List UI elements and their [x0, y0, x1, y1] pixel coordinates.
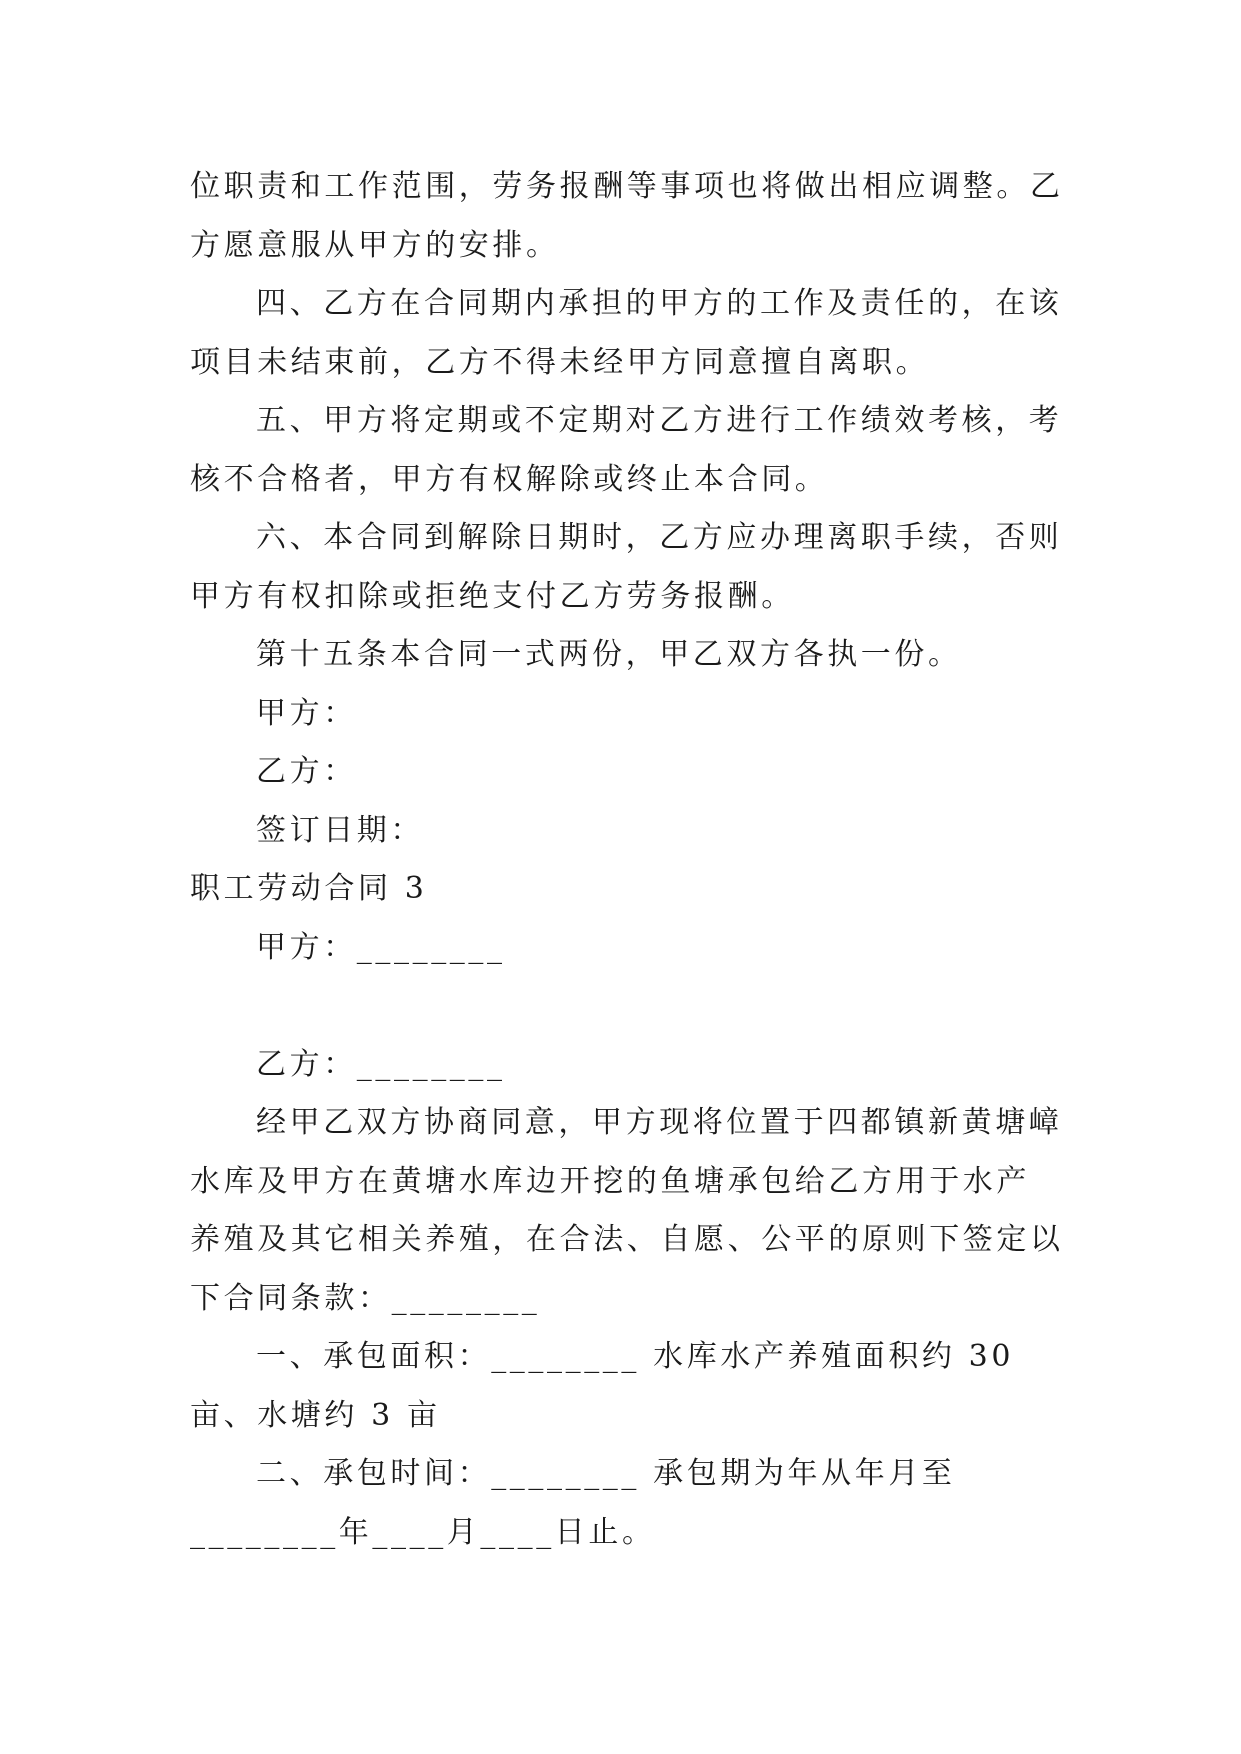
- paragraph-line: 项目未结束前，乙方不得未经甲方同意擅自离职。: [190, 344, 930, 380]
- paragraph-line: 水库及甲方在黄塘水库边开挖的鱼塘承包给乙方用于水产: [190, 1163, 1030, 1199]
- agreement-intro-line: 经甲乙双方协商同意，甲方现将位置于四都镇新黄塘嶂: [256, 1105, 1063, 1140]
- clause-five-line: 五、甲方将定期或不定期对乙方进行工作绩效考核，考: [256, 403, 1063, 438]
- paragraph-line: ________年____月____日止。: [190, 1514, 656, 1550]
- paragraph-line: 下合同条款：________: [190, 1280, 541, 1316]
- clause-four-line: 四、乙方在合同期内承担的甲方的工作及责任的，在该: [256, 286, 1063, 321]
- party-b-label: 乙方：: [256, 754, 357, 789]
- paragraph-line: 亩、水塘约 3 亩: [190, 1397, 441, 1433]
- contract-area-line: 一、承包面积：________ 水库水产养殖面积约 30: [256, 1339, 1015, 1374]
- paragraph-line: 养殖及其它相关养殖，在合法、自愿、公平的原则下签定以: [190, 1222, 1064, 1257]
- paragraph-line: 位职责和工作范围，劳务报酬等事项也将做出相应调整。乙: [190, 169, 1064, 204]
- contract-period-line: 二、承包时间：________ 承包期为年从年月至: [256, 1456, 956, 1491]
- blank-line: [190, 977, 1050, 1036]
- party-a-label: 甲方：: [256, 695, 357, 731]
- paragraph-line: 核不合格者，甲方有权解除或终止本合同。: [190, 461, 829, 497]
- document-page: [190, 158, 1064, 1562]
- clause-six-line: 六、本合同到解除日期时，乙方应办理离职手续，否则: [256, 520, 1063, 555]
- signing-date-label: 签订日期：: [256, 812, 424, 848]
- section-title: 职工劳动合同 3: [190, 871, 428, 906]
- party-b-field: 乙方：________: [256, 1046, 506, 1082]
- paragraph-line: 方愿意服从甲方的安排。: [190, 227, 560, 263]
- party-a-field: 甲方：________: [256, 929, 506, 965]
- paragraph-line: 甲方有权扣除或拒绝支付乙方劳务报酬。: [190, 578, 795, 614]
- article-fifteen-line: 第十五条本合同一式两份，甲乙双方各执一份。: [256, 637, 962, 672]
